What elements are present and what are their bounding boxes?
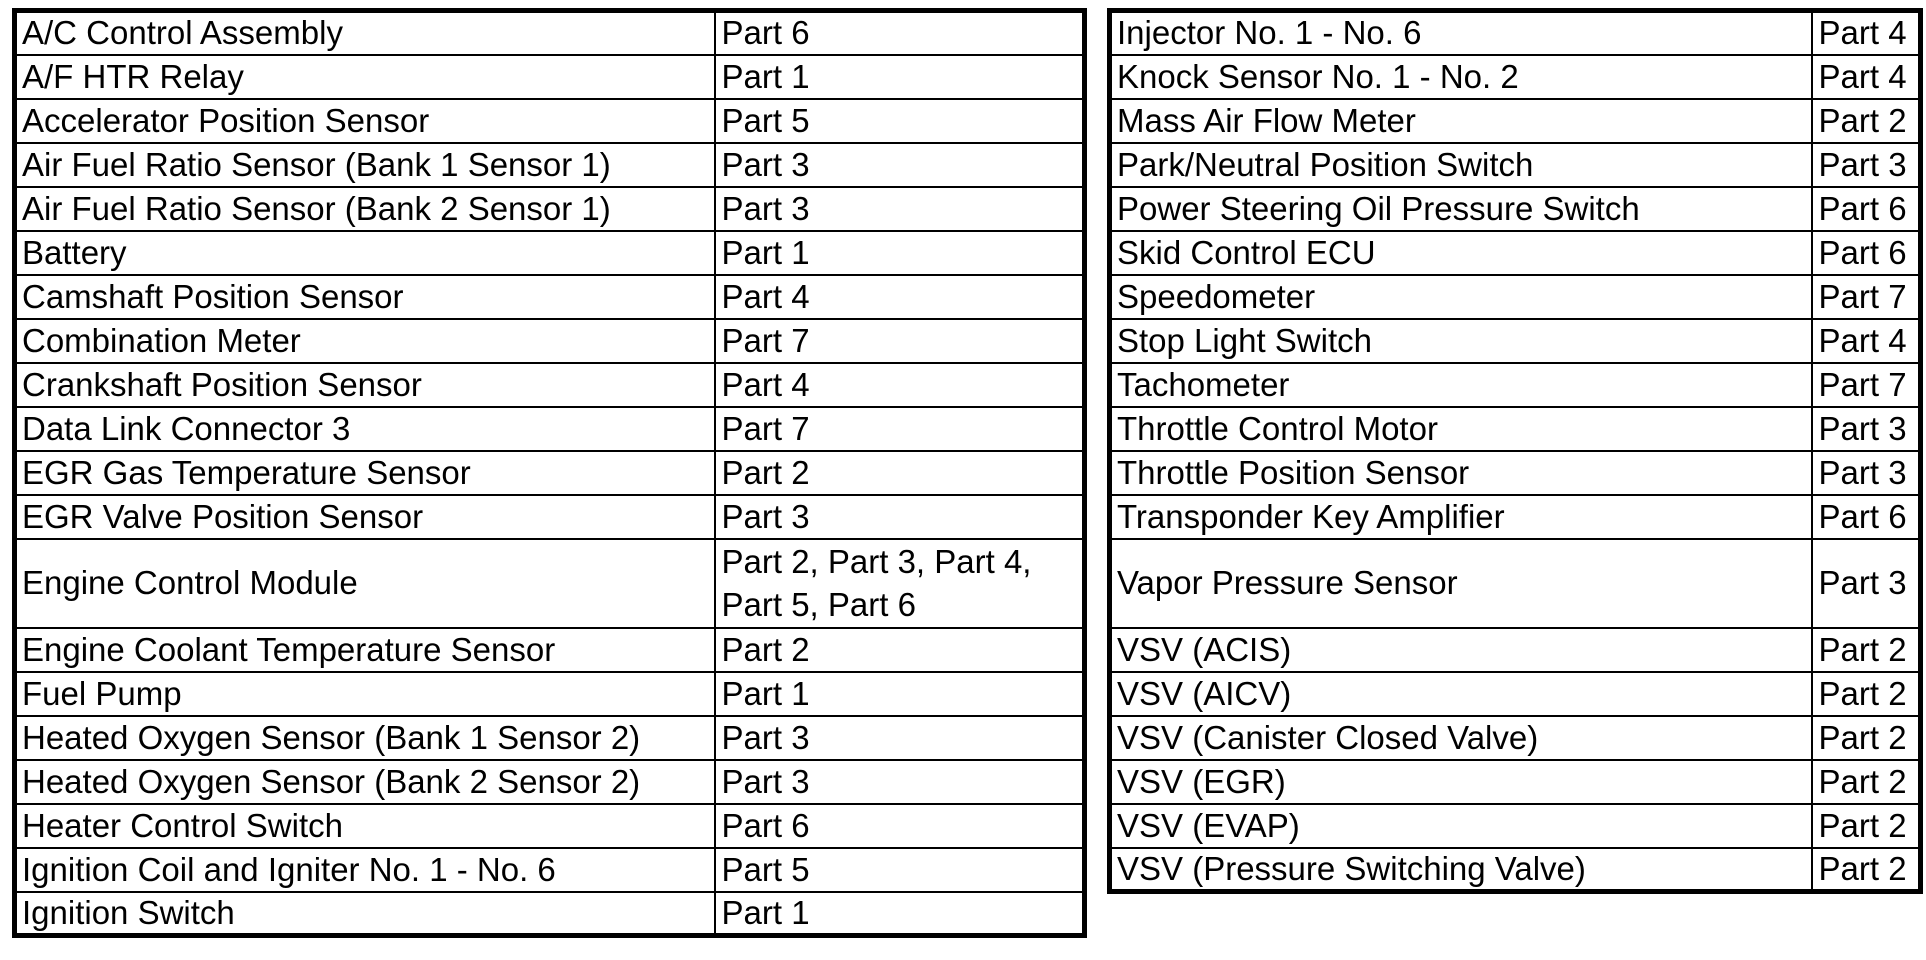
component-name: Transponder Key Amplifier — [1110, 495, 1812, 539]
component-name: VSV (Canister Closed Valve) — [1110, 716, 1812, 760]
table-row — [1110, 848, 1921, 892]
component-name: EGR Gas Temperature Sensor — [15, 451, 715, 495]
component-name: Engine Coolant Temperature Sensor — [15, 628, 715, 672]
part-location: Part 3 — [715, 716, 1085, 760]
part-location: Part 3 — [715, 760, 1085, 804]
table-row — [1110, 319, 1921, 363]
component-name: Vapor Pressure Sensor — [1110, 539, 1812, 628]
table-row — [15, 760, 1085, 804]
component-name: Data Link Connector 3 — [15, 407, 715, 451]
component-name: Camshaft Position Sensor — [15, 275, 715, 319]
table-row — [15, 804, 1085, 848]
component-name: Heated Oxygen Sensor (Bank 1 Sensor 2) — [15, 716, 715, 760]
table-row — [15, 275, 1085, 319]
part-location: Part 3 — [715, 187, 1085, 231]
component-name: EGR Valve Position Sensor — [15, 495, 715, 539]
component-name: Air Fuel Ratio Sensor (Bank 2 Sensor 1) — [15, 187, 715, 231]
part-location: Part 2 — [1812, 628, 1921, 672]
table-row — [1110, 716, 1921, 760]
part-location: Part 3 — [715, 495, 1085, 539]
part-location: Part 6 — [715, 11, 1085, 55]
component-name: VSV (EVAP) — [1110, 804, 1812, 848]
part-location: Part 7 — [1812, 275, 1921, 319]
component-name: A/C Control Assembly — [15, 11, 715, 55]
part-location: Part 6 — [1812, 187, 1921, 231]
table-row — [1110, 99, 1921, 143]
component-name: Ignition Coil and Igniter No. 1 - No. 6 — [15, 848, 715, 892]
part-location: Part 1 — [715, 672, 1085, 716]
part-location: Part 4 — [1812, 319, 1921, 363]
table-row — [1110, 539, 1921, 628]
part-location: Part 2 — [1812, 716, 1921, 760]
table-row — [15, 451, 1085, 495]
part-location: Part 3 — [715, 143, 1085, 187]
part-location: Part 4 — [715, 275, 1085, 319]
component-name: Throttle Control Motor — [1110, 407, 1812, 451]
part-location: Part 2, Part 3, Part 4, Part 5, Part 6 — [715, 539, 1085, 628]
table-row — [1110, 495, 1921, 539]
component-name: Heater Control Switch — [15, 804, 715, 848]
table-row — [15, 539, 1085, 628]
component-name: Speedometer — [1110, 275, 1812, 319]
component-name: VSV (AICV) — [1110, 672, 1812, 716]
table-row — [15, 848, 1085, 892]
component-name: Fuel Pump — [15, 672, 715, 716]
part-location: Part 6 — [1812, 495, 1921, 539]
table-row — [15, 319, 1085, 363]
table-row — [15, 11, 1085, 55]
component-index-table-left — [12, 8, 1087, 938]
table-row — [1110, 363, 1921, 407]
table-row — [15, 892, 1085, 936]
table-row — [1110, 451, 1921, 495]
table-row — [1110, 143, 1921, 187]
table-row — [1110, 187, 1921, 231]
component-name: Accelerator Position Sensor — [15, 99, 715, 143]
table-row — [15, 231, 1085, 275]
part-location: Part 2 — [1812, 760, 1921, 804]
component-name: VSV (Pressure Switching Valve) — [1110, 848, 1812, 892]
part-location: Part 4 — [1812, 55, 1921, 99]
part-location: Part 2 — [1812, 99, 1921, 143]
table-row — [1110, 11, 1921, 55]
component-name: Tachometer — [1110, 363, 1812, 407]
table-row — [1110, 760, 1921, 804]
table-row — [1110, 628, 1921, 672]
part-location: Part 4 — [1812, 11, 1921, 55]
part-location: Part 2 — [1812, 804, 1921, 848]
part-location: Part 3 — [1812, 451, 1921, 495]
component-name: Throttle Position Sensor — [1110, 451, 1812, 495]
table-row — [15, 495, 1085, 539]
part-location: Part 2 — [1812, 848, 1921, 892]
part-location: Part 1 — [715, 892, 1085, 936]
part-location: Part 6 — [1812, 231, 1921, 275]
component-name: Skid Control ECU — [1110, 231, 1812, 275]
table-row — [1110, 672, 1921, 716]
table-row — [15, 363, 1085, 407]
component-name: Injector No. 1 - No. 6 — [1110, 11, 1812, 55]
component-name: Combination Meter — [15, 319, 715, 363]
component-name: VSV (ACIS) — [1110, 628, 1812, 672]
table-row — [15, 407, 1085, 451]
part-location: Part 7 — [1812, 363, 1921, 407]
table-row — [1110, 55, 1921, 99]
table-row — [15, 55, 1085, 99]
table-row — [15, 716, 1085, 760]
component-name: Knock Sensor No. 1 - No. 2 — [1110, 55, 1812, 99]
component-name: Heated Oxygen Sensor (Bank 2 Sensor 2) — [15, 760, 715, 804]
table-row — [15, 672, 1085, 716]
table-row — [1110, 231, 1921, 275]
part-location: Part 2 — [1812, 672, 1921, 716]
component-name: Power Steering Oil Pressure Switch — [1110, 187, 1812, 231]
component-name: Engine Control Module — [15, 539, 715, 628]
table-row — [1110, 407, 1921, 451]
part-location: Part 6 — [715, 804, 1085, 848]
part-location: Part 7 — [715, 407, 1085, 451]
part-location: Part 5 — [715, 99, 1085, 143]
component-name: Ignition Switch — [15, 892, 715, 936]
table-row — [1110, 804, 1921, 848]
component-index-table-right — [1107, 8, 1923, 894]
part-location: Part 2 — [715, 628, 1085, 672]
part-location: Part 1 — [715, 55, 1085, 99]
part-location: Part 3 — [1812, 539, 1921, 628]
part-location: Part 1 — [715, 231, 1085, 275]
table-row — [15, 628, 1085, 672]
component-name: Crankshaft Position Sensor — [15, 363, 715, 407]
component-name: Battery — [15, 231, 715, 275]
part-location: Part 4 — [715, 363, 1085, 407]
table-row — [15, 187, 1085, 231]
component-name: A/F HTR Relay — [15, 55, 715, 99]
component-name: Park/Neutral Position Switch — [1110, 143, 1812, 187]
component-name: Stop Light Switch — [1110, 319, 1812, 363]
table-row — [15, 143, 1085, 187]
table-row — [15, 99, 1085, 143]
part-location: Part 2 — [715, 451, 1085, 495]
part-location: Part 7 — [715, 319, 1085, 363]
component-name: Mass Air Flow Meter — [1110, 99, 1812, 143]
part-location: Part 3 — [1812, 407, 1921, 451]
part-location: Part 3 — [1812, 143, 1921, 187]
table-row — [1110, 275, 1921, 319]
component-name: Air Fuel Ratio Sensor (Bank 1 Sensor 1) — [15, 143, 715, 187]
part-location: Part 5 — [715, 848, 1085, 892]
component-name: VSV (EGR) — [1110, 760, 1812, 804]
